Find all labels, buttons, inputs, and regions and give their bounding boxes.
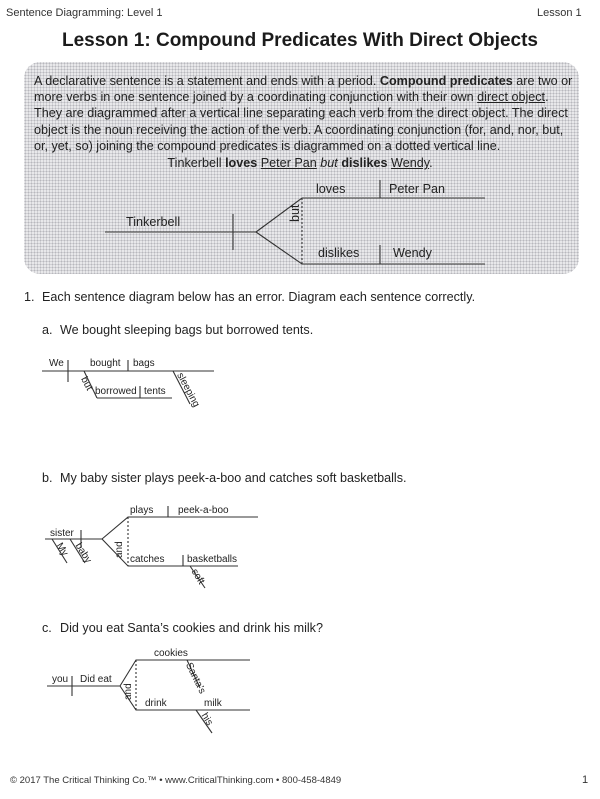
header-lesson-label: Lesson 1 [537,7,582,19]
example-object1: Peter Pan [260,156,317,170]
item-a-label: a. [42,323,53,337]
item-b-sentence: My baby sister plays peek-a-boo and catches soft basketballs. [60,471,407,485]
intro-link-term: direct object [477,90,546,105]
item-b-verb2: catches [130,554,165,565]
header-course-title: Sentence Diagramming: Level 1 [6,7,163,19]
footer-copyright: © 2017 The Critical Thinking Co.™ • www.CriticalThinking.com • 800-458-4849 [10,775,342,786]
item-a-modifier: sleeping [174,371,202,410]
item-a-verb1: bought [90,358,121,369]
item-b-mod2: baby [72,541,94,566]
item-c-label: c. [42,621,52,635]
example-object2: Wendy [391,156,430,170]
item-b-label: b. [42,471,53,485]
item-a-verb2: borrowed [95,386,137,397]
item-c-verb: Did eat [80,674,112,685]
diagram-conjunction: but [288,204,302,222]
intro-text-1: A declarative sentence is a statement and ends with a period. [34,74,377,88]
item-c-conjunction: and [123,683,134,700]
example-verb1: loves [225,156,258,170]
example-verb2: dislikes [341,156,388,170]
item-b-verb1: plays [130,505,154,516]
item-b-object2: basketballs [187,554,238,565]
item-a-object1: bags [133,358,155,369]
item-c-subject: you [52,674,69,685]
item-b-object1: peek-a-boo [178,505,229,516]
item-a-object2: tents [144,386,166,397]
item-c-sentence: Did you eat Santa’s cookies and drink his milk? [60,621,323,635]
item-b-mod3: soft [188,567,207,587]
example-subject: Tinkerbell [167,156,222,170]
example-period: . [429,156,433,170]
item-b-mod1: My [53,541,71,559]
diagram-verb2: dislikes [318,246,360,260]
item-c-verb2: drink [145,698,167,709]
intro-text-2: are two or more verbs in one sentence joined by a coordinating conjunction with their own [34,74,573,105]
item-b-conjunction: and [114,541,125,558]
diagram-object1: Peter Pan [389,182,446,196]
diagram-verb1: loves [316,182,346,196]
diagram-object2: Wendy [393,246,432,260]
item-c-mod1: Santa’s [183,661,208,696]
question-number: 1. [24,290,35,304]
intro-text-3: . They are diagrammed after a vertical line separating each verb from the direct object. The direct object is the noun receiving the action of the verb. A coordinating conjunction (for, and, nor, but, or, yet, so) joining the compound predicates is diagrammed on a dotted vertical line. [34,90,568,153]
intro-term: Compound predicates [379,74,513,88]
item-a-conjunction: but [78,375,95,393]
page-title: Lesson 1: Compound Predicates With Direct Objects [62,30,538,51]
item-c-object2: milk [204,698,222,709]
item-c-object1: cookies [154,648,188,659]
item-a-sentence: We bought sleeping bags but borrowed tents. [60,323,314,337]
page-number: 1 [582,774,589,786]
diagram-subject: Tinkerbell [126,215,181,229]
question-text: Each sentence diagram below has an error. Diagram each sentence correctly. [42,290,476,304]
item-b-subject: sister [50,528,74,539]
item-c-mod2: his [198,711,215,728]
example-conjunction: but [320,156,338,170]
item-a-subject: We [49,358,64,369]
